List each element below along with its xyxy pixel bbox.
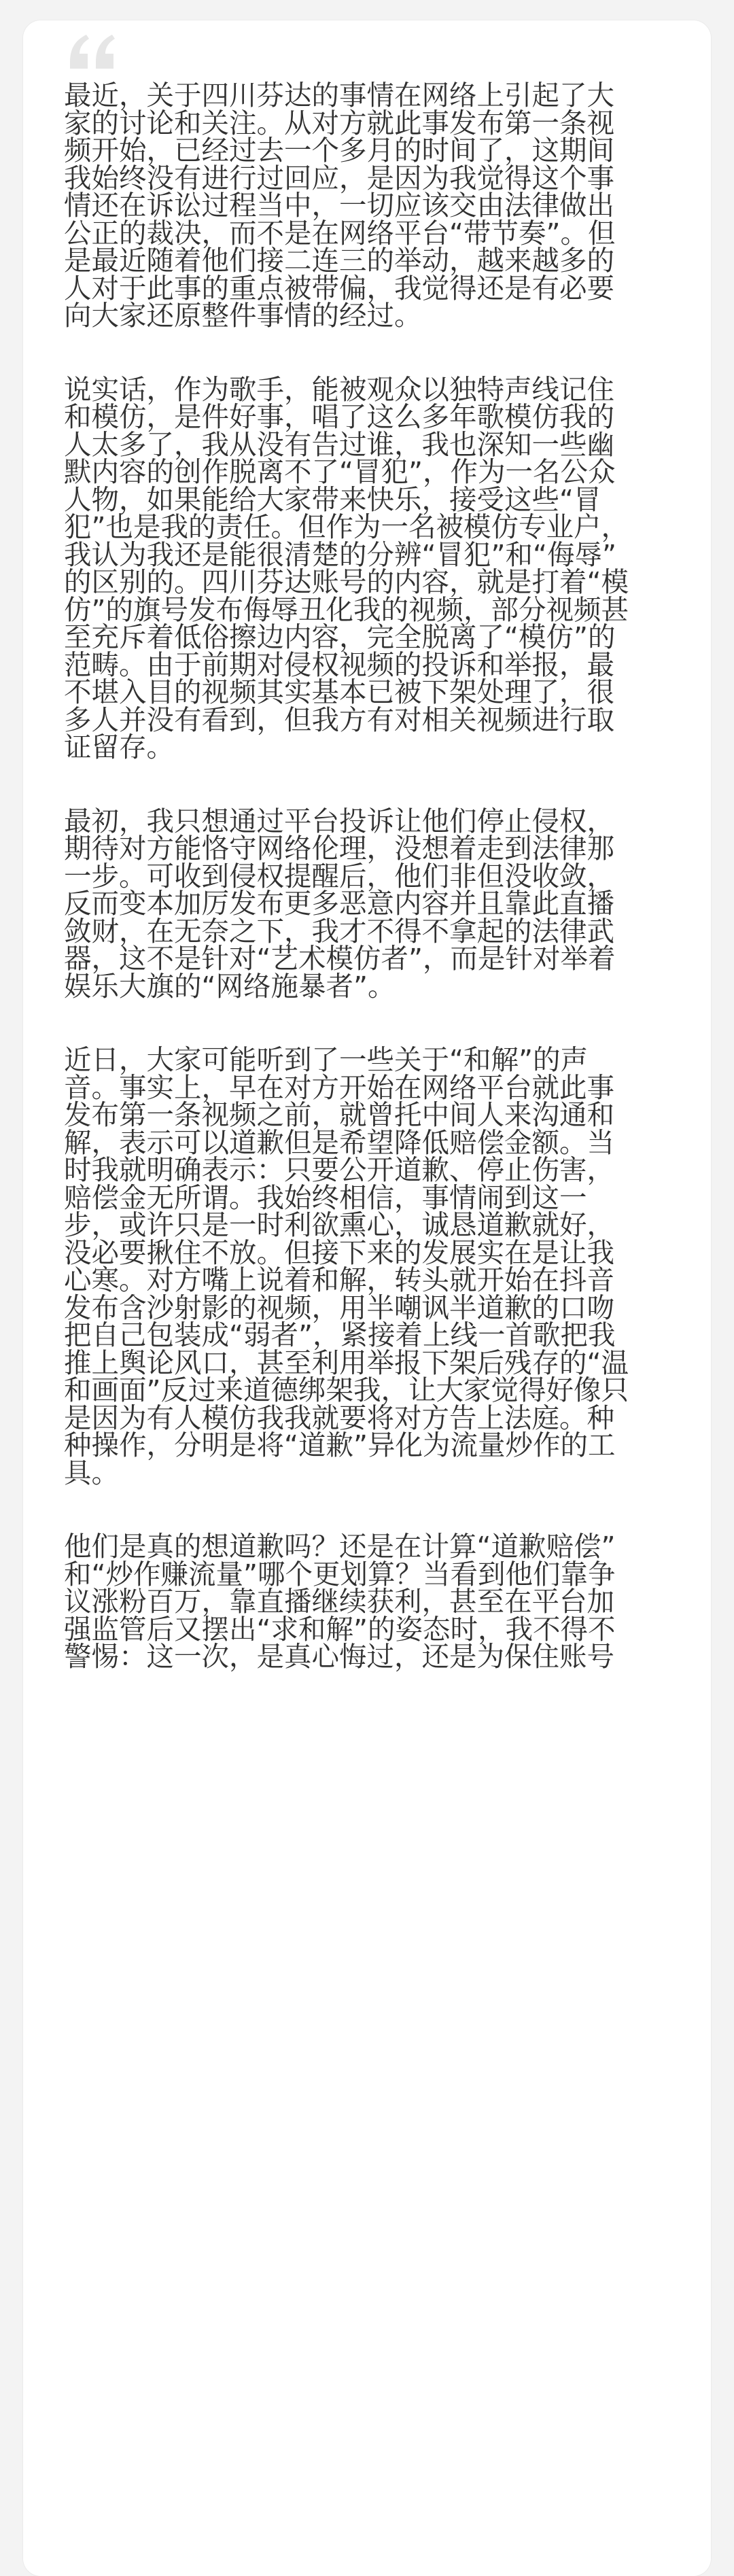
paragraph-line: 不堪入目的视频其实基本已被下架处理了，很 [64,676,614,708]
paragraph-line: 议涨粉百万，靠直播继续获利，甚至在平台加 [64,1585,614,1618]
paragraph-line: 把自己包装成“弱者”，紧接着上线一首歌把我 [64,1319,616,1351]
article-card [23,20,711,2576]
paragraph-line: 近日，大家可能听到了一些关于“和解”的声 [64,1043,588,1076]
paragraph-line: 证留存。 [64,731,174,763]
paragraph-line: 心寒。对方嘴上说着和解，转头就开始在抖音 [64,1264,614,1296]
paragraph-line: 一步。可收到侵权提醒后，他们非但没收敛， [64,859,614,892]
paragraph-line: 最初，我只想通过平台投诉让他们停止侵权， [64,804,614,837]
paragraph-2 [64,368,689,763]
paragraph-line: 人太多了，我从没有告过谁，我也深知一些幽 [64,428,614,461]
paragraph-line: 频开始，已经过去一个多月的时间了，这期间 [64,134,614,167]
paragraph-line: 种操作，分明是将“道歉”异化为流量炒作的工 [64,1429,616,1461]
paragraph-line: 人对于此事的重点被带偏，我觉得还是有必要 [64,271,614,304]
paragraph-line: 公正的裁决，而不是在网络平台“带节奏”。但 [64,216,616,249]
paragraph-line: 犯”也是我的责任。但作为一名被模仿专业户， [64,510,629,543]
article-body [64,73,689,1709]
paragraph-line: 具。 [64,1456,119,1489]
paragraph-line: 期待对方能恪守网络伦理，没想着走到法律那 [64,832,614,865]
paragraph-line: 推上舆论风口，甚至利用举报下架后残存的“温 [64,1346,629,1379]
paragraph-5 [64,1525,689,1673]
paragraph-line: 最近，关于四川芬达的事情在网络上引起了大 [64,79,614,111]
paragraph-line: 发布含沙射影的视频，用半嘲讽半道歉的口吻 [64,1291,614,1324]
paragraph-4 [64,1038,689,1489]
paragraph-line: 和“炒作赚流量”哪个更划算？当看到他们靠争 [64,1557,616,1590]
paragraph-line: 敛财，在无奈之下，我才不得不拿起的法律武 [64,914,614,947]
paragraph-line: 音。事实上，早在对方开始在网络平台就此事 [64,1071,614,1104]
paragraph-line: 强监管后又摆出“求和解”的姿态时，我不得不 [64,1612,616,1646]
paragraph-line: 器，这不是针对“艺术模仿者”，而是针对举着 [64,942,616,975]
paragraph-line: 没必要揪住不放。但接下来的发展实在是让我 [64,1236,614,1269]
paragraph-line: 是最近随着他们接二连三的举动，越来越多的 [64,244,614,277]
paragraph-line: 说实话，作为歌手，能被观众以独特声线记住 [64,372,614,406]
paragraph-line: 的区别的。四川芬达账号的内容，就是打着“模 [64,565,629,598]
paragraph-line: 向大家还原整件事情的经过。 [64,299,422,332]
paragraph-line: 我认为我还是能很清楚的分辨“冒犯”和“侮辱” [64,538,616,571]
paragraph-line: 解，表示可以道歉但是希望降低赔偿金额。当 [64,1126,614,1159]
paragraph-3 [64,799,689,1003]
paragraph-line: 范畴。由于前期对侵权视频的投诉和举报，最 [64,648,614,681]
paragraph-line: 发布第一条视频之前，就曾托中间人来沟通和 [64,1098,614,1131]
paragraph-line: 娱乐大旗的“网络施暴者”。 [64,969,396,1003]
paragraph-line: 多人并没有看到，但我方有对相关视频进行取 [64,703,614,736]
paragraph-line: 仿”的旗号发布侮辱丑化我的视频，部分视频甚 [64,593,629,626]
paragraph-line: 反而变本加厉发布更多恶意内容并且靠此直播 [64,887,614,920]
paragraph-line: 是因为有人模仿我我就要将对方告上法庭。种 [64,1401,614,1434]
paragraph-line: 和模仿，是件好事，唱了这么多年歌模仿我的 [64,400,614,433]
paragraph-line: 至充斥着低俗擦边内容，完全脱离了“模仿”的 [64,621,616,653]
paragraph-line: 人物，如果能给大家带来快乐，接受这些“冒 [64,483,601,516]
paragraph-line: 赔偿金无所谓。我始终相信，事情闹到这一 [64,1181,587,1214]
paragraph-line: 他们是真的想道歉吗？还是在计算“道歉赔偿” [64,1530,616,1563]
paragraph-line: 情还在诉讼过程当中，一切应该交由法律做出 [64,189,614,222]
paragraph-line: 家的讨论和关注。从对方就此事发布第一条视 [64,106,614,139]
paragraph-line: 警惕：这一次，是真心悔过，还是为保住账号 [64,1640,614,1673]
paragraph-line: 默内容的创作脱离不了“冒犯”，作为一名公众 [64,455,616,488]
paragraph-line: 时我就明确表示：只要公开道歉、停止伤害， [64,1153,614,1186]
paragraph-1 [64,73,689,332]
paragraph-line: 我始终没有进行过回应，是因为我觉得这个事 [64,161,614,194]
paragraph-line: 步，或许只是一时利欲熏心，诚恳道歉就好， [64,1208,614,1241]
paragraph-line: 和画面”反过来道德绑架我，让大家觉得好像只 [64,1374,629,1406]
